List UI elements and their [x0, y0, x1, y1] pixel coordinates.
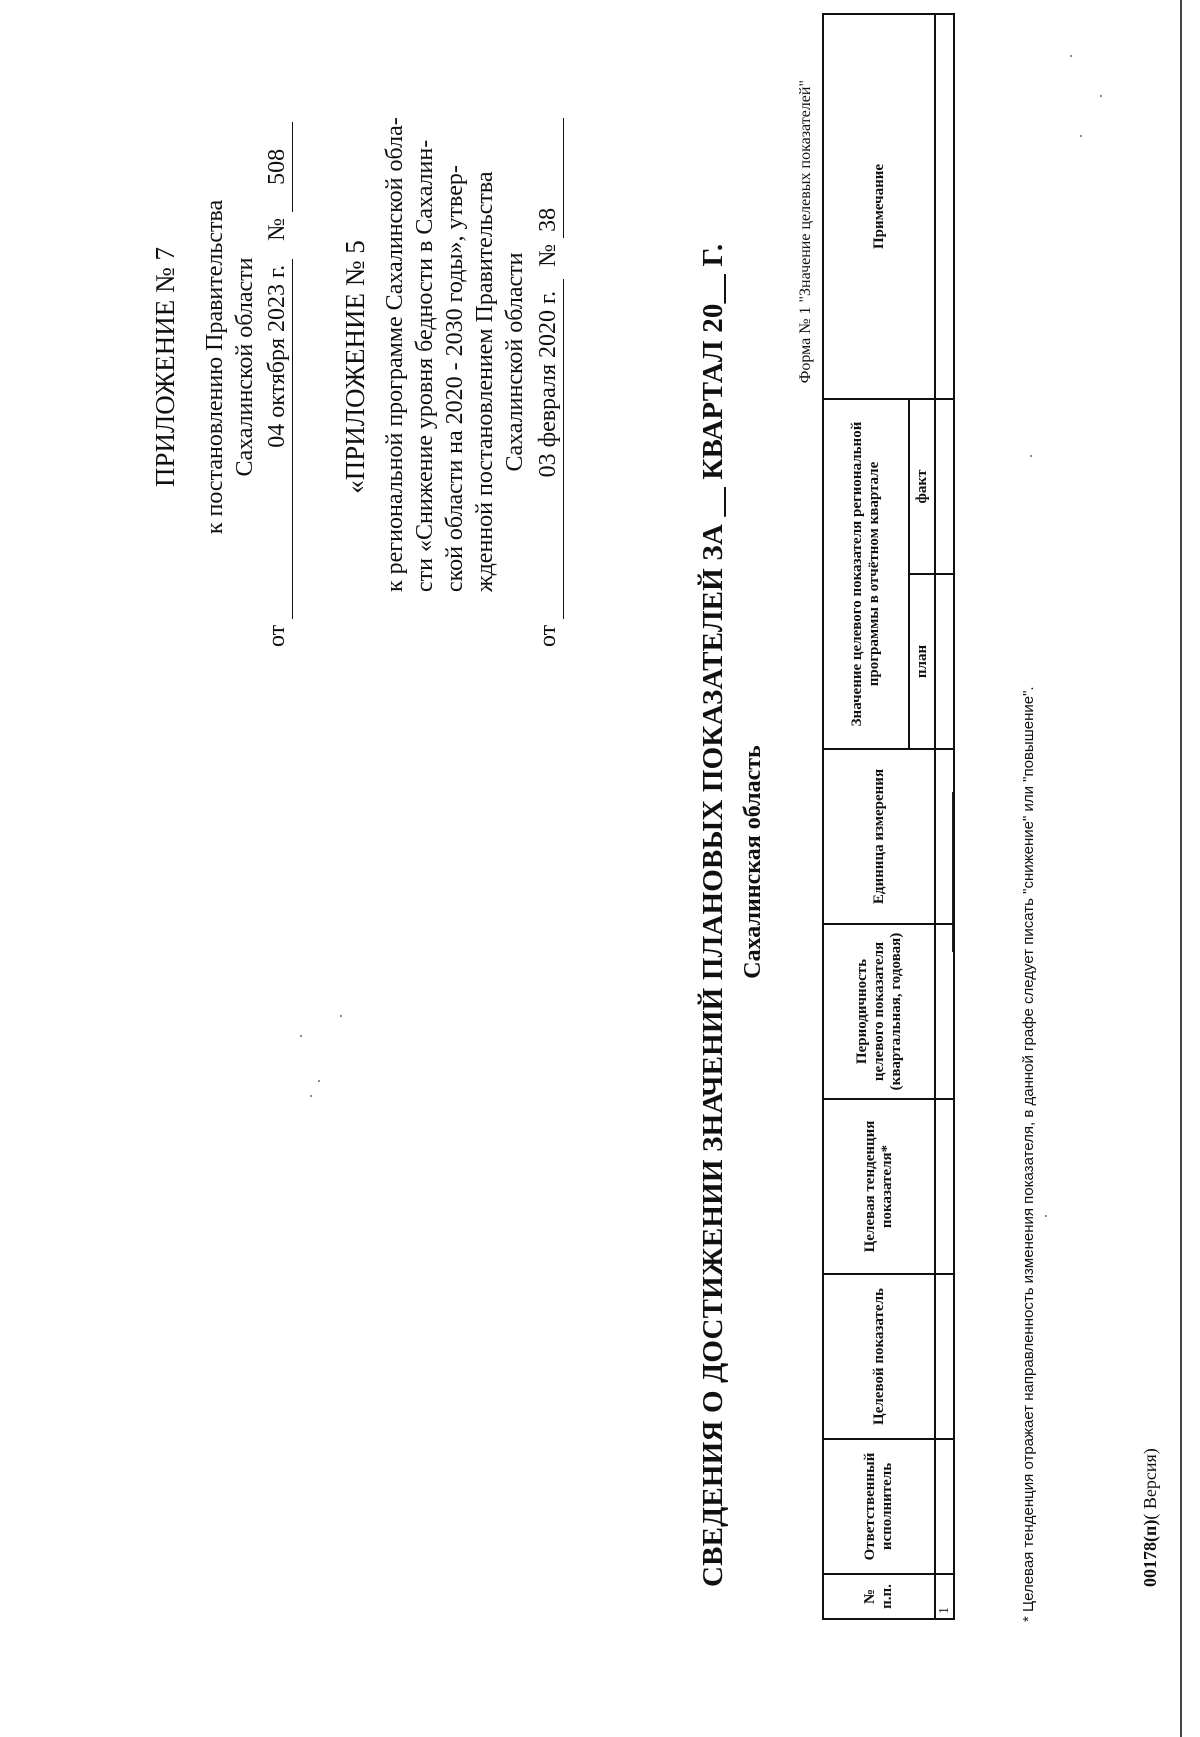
- appendix-7-date: [262, 259, 293, 619]
- scan-speck: [1080, 135, 1082, 137]
- col-header-trend: Целевая тенденция показателя*: [823, 1099, 935, 1274]
- appendix-5-date-line: [533, 87, 564, 647]
- appendix-5-line3: ской области на 2020 - 2030 годы», утвер-: [442, 165, 468, 592]
- appendix-5-line5: Сахалинской области: [502, 252, 528, 472]
- table-cell: [935, 1274, 954, 1439]
- from-label: от: [264, 624, 290, 647]
- scan-speck: [1100, 95, 1102, 97]
- document-code: 00178(п): [1140, 1519, 1160, 1587]
- table-cell-row-number: 1: [935, 1574, 954, 1619]
- appendix-5-line1: к региональной программе Сахалинской обла-: [382, 117, 408, 592]
- scan-edge-line: [1180, 0, 1182, 1737]
- scan-speck: [1030, 455, 1032, 457]
- from-label: от: [535, 624, 561, 647]
- appendix-5-number: [533, 118, 564, 238]
- col-header-number: № п.п.: [823, 1574, 935, 1619]
- scan-speck: [300, 1035, 302, 1037]
- appendix-5-date: [533, 279, 564, 619]
- scan-speck: [340, 1015, 342, 1017]
- col-header-unit: Единица измерения: [823, 749, 935, 924]
- scan-speck: [1070, 55, 1072, 57]
- appendix-5-line4: жденной постановлением Правительства: [472, 171, 498, 592]
- form-label: Форма № 1 "Значение целевых показателей": [797, 80, 814, 384]
- scan-speck: [1045, 1215, 1047, 1217]
- col-header-value: Значение целевого показателя региональной программы в отчётном квартале: [823, 399, 909, 749]
- number-label: №: [535, 243, 561, 267]
- version-code: [1140, 1448, 1161, 1587]
- version-label: ( Версия): [1140, 1448, 1160, 1520]
- table-cell: [935, 1099, 954, 1274]
- table-cell: [935, 399, 954, 574]
- col-header-period: Периодичность целевого показателя (квартальная, годовая): [823, 924, 935, 1099]
- table-cell: [935, 1439, 954, 1574]
- report-title: СВЕДЕНИЯ О ДОСТИЖЕНИИ ЗНАЧЕНИЙ ПЛАНОВЫХ ПОКАЗАТЕЛЕЙ ЗА __ КВАРТАЛ 20__ Г.: [697, 243, 729, 1587]
- appendix-7-date-line: [262, 127, 293, 647]
- appendix-7-title: ПРИЛОЖЕНИЕ № 7: [150, 246, 180, 488]
- number-value: 38: [535, 207, 561, 232]
- table-cell: [935, 574, 954, 749]
- indicators-table: [822, 13, 955, 1620]
- col-header-indicator: Целевой показатель: [823, 1274, 935, 1439]
- appendix-7-line1: к постановлению Правительства: [202, 199, 228, 535]
- col-header-note: Примечание: [823, 14, 935, 399]
- number-label: №: [264, 217, 290, 241]
- scan-speck: [310, 1095, 312, 1097]
- scan-speck: [318, 1080, 320, 1082]
- col-header-fact: факт: [909, 399, 935, 574]
- appendix-5-title: «ПРИЛОЖЕНИЕ № 5: [340, 240, 370, 494]
- table-cell: [935, 924, 954, 1099]
- appendix-7-line2: Сахалинской области: [232, 257, 258, 477]
- date-value: 04 октября 2023 г.: [264, 264, 290, 448]
- region-name: Сахалинская область: [740, 745, 766, 979]
- appendix-7-number: 508: [262, 122, 293, 212]
- date-value: 03 февраля 2020 г.: [535, 290, 561, 478]
- appendix-5-line2: сти «Снижение уровня бедности в Сахалин-: [412, 139, 438, 592]
- col-header-plan: план: [909, 574, 935, 749]
- table-cell: [935, 14, 954, 399]
- table-cell: [935, 749, 954, 924]
- col-header-executor: Ответственный исполнитель: [823, 1439, 935, 1574]
- footnote: * Целевая тенденция отражает направленность изменения показателя, в данной графе следует писать "снижение" или "повышение".: [1020, 686, 1037, 1622]
